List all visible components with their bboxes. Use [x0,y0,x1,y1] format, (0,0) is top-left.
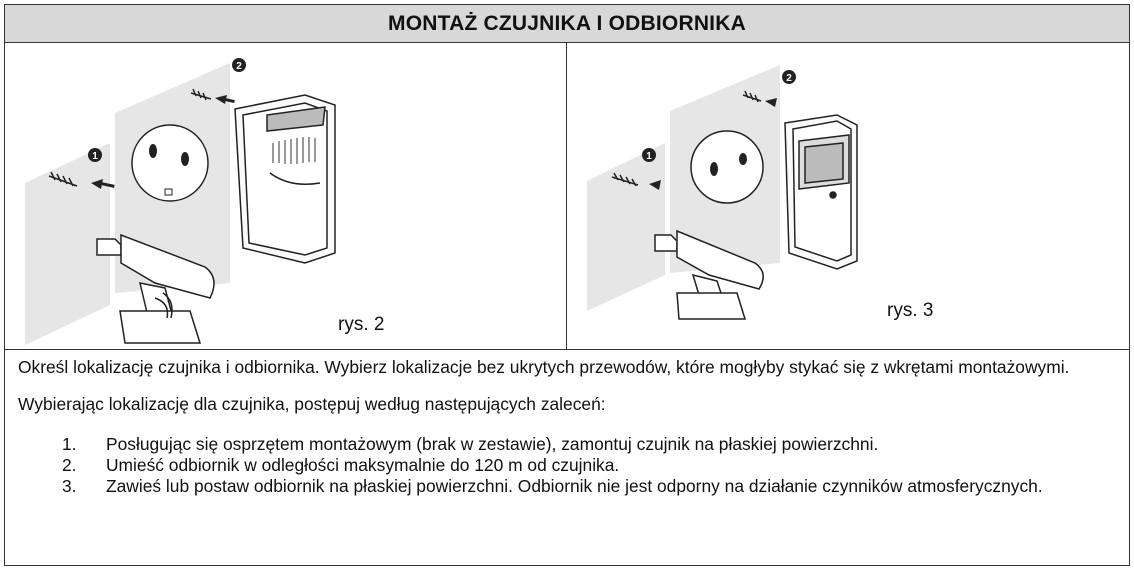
list-item [18,434,1117,455]
svg-text:2: 2 [786,73,792,84]
instructions-text [5,350,1129,567]
wall-panel-1 [587,143,665,311]
list-item [18,455,1117,476]
figure-2-illustration [5,43,566,349]
step-number: 2. [62,455,77,475]
step-number: 1. [62,434,77,454]
callout-1 [88,148,102,162]
guidance-paragraph: Wybierając lokalizację dla czujnika, postępuj według następujących zaleceń: [18,394,606,414]
sensor-device [785,115,857,269]
svg-text:1: 1 [646,151,652,162]
step-number: 3. [62,476,77,496]
figure-2-label: rys. 2 [338,314,385,335]
section-title: MONTAŻ CZUJNIKA I ODBIORNIKA [5,5,1129,43]
callout-2 [232,58,246,72]
intro-paragraph: Określ lokalizację czujnika i odbiornika. Wybierz lokalizacje bez ukrytych przewodów, które mogłyby stykać się z wkrętami montażowymi. [18,357,1070,377]
figure-3-label: rys. 3 [887,300,934,321]
step-text: Zawieś lub postaw odbiornik na płaskiej powierzchni. Odbiornik nie jest odporny na działanie czynników atmosferycznych. [106,476,1043,496]
receiver-device [235,95,335,263]
list-item [18,476,1117,497]
callout-1 [642,148,656,162]
svg-text:1: 1 [92,151,98,162]
mounting-plate-zoom [132,125,208,201]
steps-list [18,434,1117,497]
instruction-sheet [4,4,1130,566]
mounting-plate-zoom [691,131,763,203]
figure-3 [567,43,1129,349]
figure-3-illustration [567,43,1128,349]
callout-2 [782,70,796,84]
figures-row [5,43,1129,350]
figure-2 [5,43,567,349]
svg-text:2: 2 [236,61,242,72]
step-text: Posługując się osprzętem montażowym (brak w zestawie), zamontuj czujnik na płaskiej powierzchni. [106,434,879,454]
step-text: Umieść odbiornik w odległości maksymalnie do 120 m od czujnika. [106,455,620,475]
